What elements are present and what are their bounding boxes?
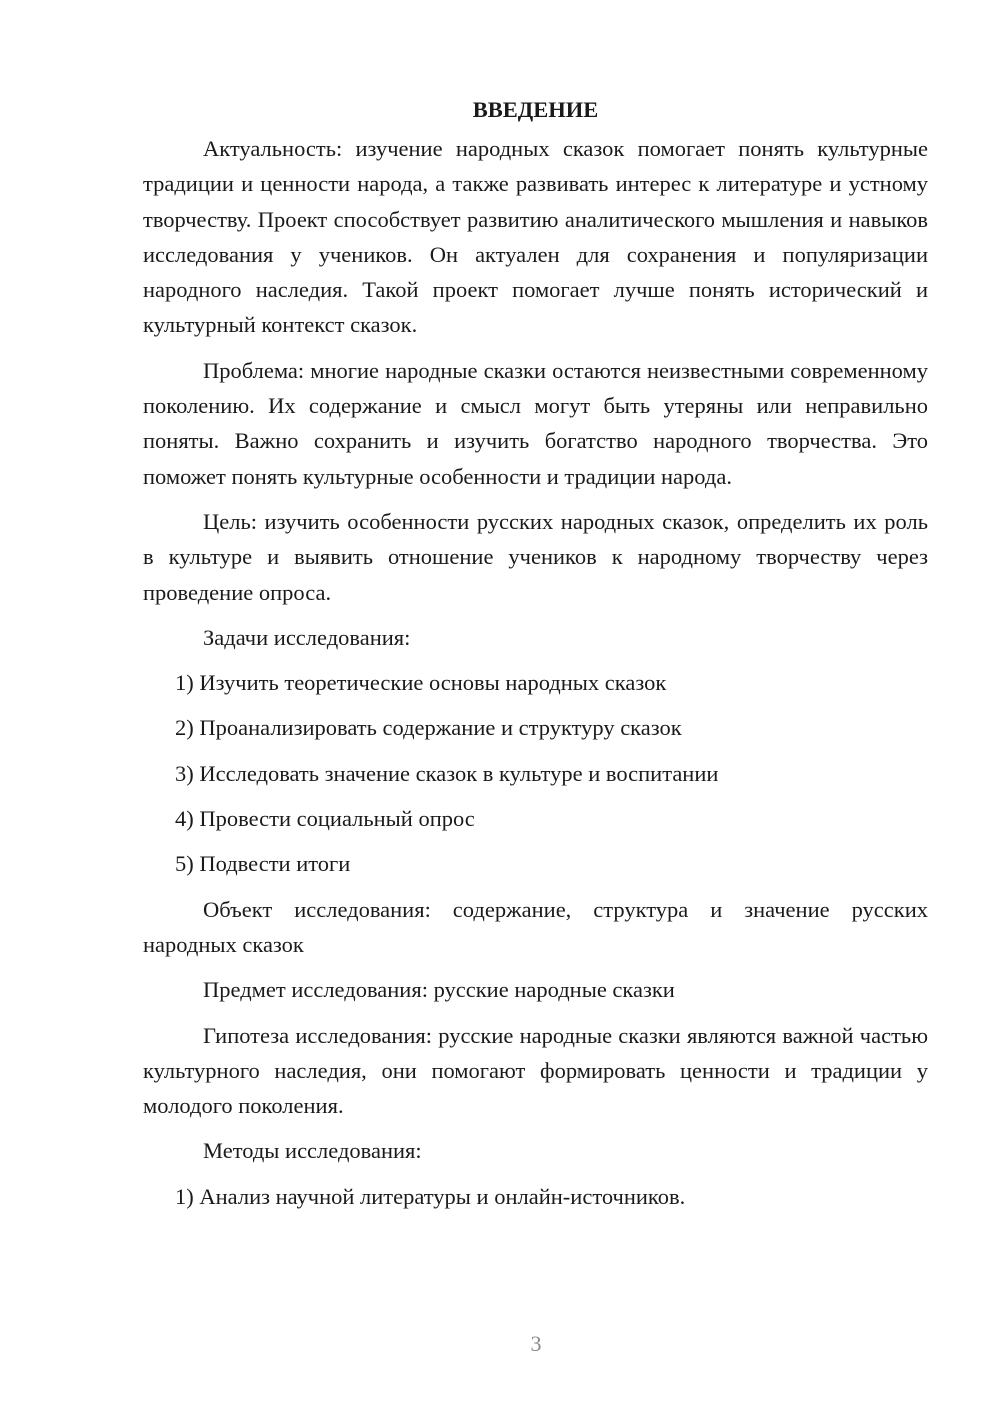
task-item-1: 1) Изучить теоретические основы народных сказок [175,670,667,696]
method-item-1: 1) Анализ научной литературы и онлайн-источников. [175,1183,686,1209]
object-paragraph: Объект исследования: содержание, структура и значение русских народных сказок [143,896,928,957]
hypothesis-paragraph: Гипотеза исследования: русские народные сказки являются важной частью культурного наследия, они помогают формировать ценности и традиции у молодого поколения. [143,1022,928,1119]
task-item-2: 2) Проанализировать содержание и структуру сказок [175,715,682,741]
page-number: 3 [530,1331,542,1356]
subject-paragraph: Предмет исследования: русские народные сказки [203,977,675,1003]
task-item-5: 5) Подвести итоги [175,851,351,877]
methods-heading: Методы исследования: [203,1138,422,1164]
section-title: ВВЕДЕНИЕ [472,97,599,122]
page-content [143,92,928,1224]
task-item-3: 3) Исследовать значение сказок в культуре и воспитании [175,760,719,786]
goal-paragraph: Цель: изучить особенности русских народных сказок, определить их роль в культуре и выявить отношение учеников к народному творчеству через проведение опроса. [143,508,928,605]
tasks-heading: Задачи исследования: [203,624,411,650]
relevance-paragraph: Актуальность: изучение народных сказок помогает понять культурные традиции и ценности народа, а также развивать интерес к литературе и устному творчеству. Проект способствует развитию аналитического мышления и навыков исследования у учеников. Он актуален для сохранения и популяризации народного наследия. Такой проект помогает лучше понять исторический и культурный контекст сказок. [143,136,928,338]
problem-paragraph: Проблема: многие народные сказки остаются неизвестными современному поколению. Их содержание и смысл могут быть утеряны или неправильно поняты. Важно сохранить и изучить богатство народного творчества. Это поможет понять культурные особенности и традиции народа. [143,357,928,489]
task-item-4: 4) Провести социальный опрос [175,806,475,832]
